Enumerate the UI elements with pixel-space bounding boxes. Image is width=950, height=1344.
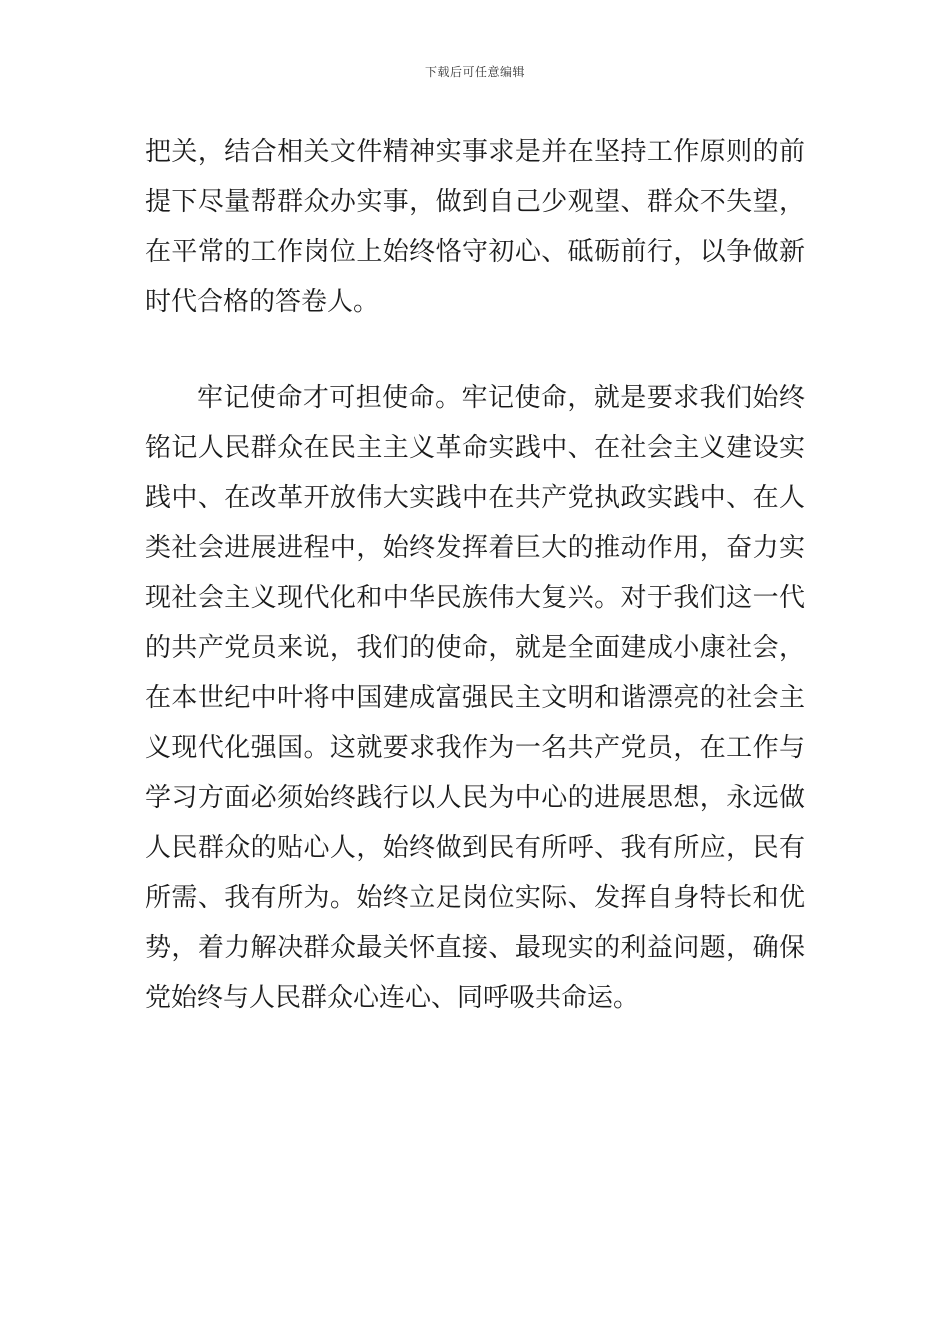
header-note: 下载后可任意编辑	[424, 65, 525, 79]
paragraph-continuation: 把关，结合相关文件精神实事求是并在坚持工作原则的前提下尽量帮群众办实事，做到自己少观望、群众不失望，在平常的工作岗位上始终恪守初心、砥砺前行，以争做新时代合格的答卷人。	[145, 137, 805, 317]
paragraph-mission: 牢记使命才可担使命。牢记使命，就是要求我们始终铭记人民群众在民主主义革命实践中、在社会主义建设实践中、在改革开放伟大实践中在共产党执政实践中、在人类社会进展进程中，始终发挥着巨大的推动作用，奋力实现社会主义现代化和中华民族伟大复兴。对于我们这一代的共产党员来说，我们的使命，就是全面建成小康社会，在本世纪中叶将中国建成富强民主文明和谐漂亮的社会主义现代化强国。这就要求我作为一名共产党员，在工作与学习方面必须始终践行以人民为中心的进展思想，永远做人民群众的贴心人，始终做到民有所呼、我有所应，民有所需、我有所为。始终立足岗位实际、发挥自身特长和优势，着力解决群众最关怀直接、最现实的利益问题，确保党始终与人民群众心连心、同呼吸共命运。	[145, 383, 805, 1013]
